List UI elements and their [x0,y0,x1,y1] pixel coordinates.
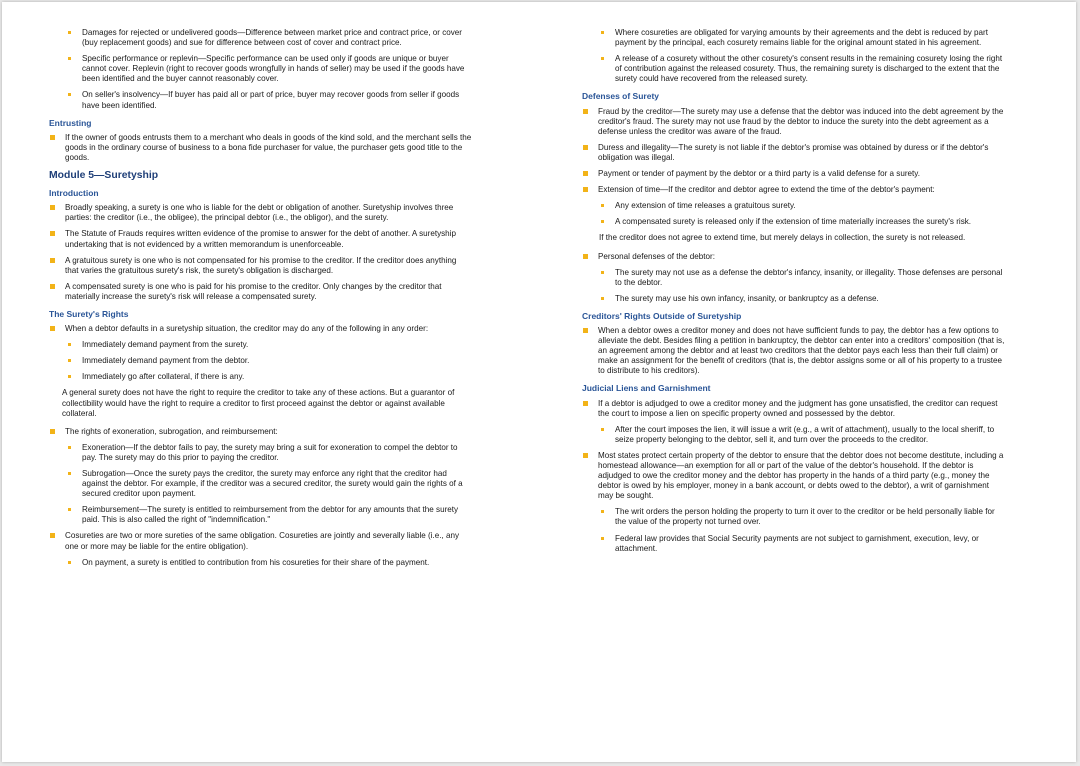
bullet-item: The Statute of Frauds requires written evidence of the promise to answer for the debt of another. A suretyship undertaking that is not evidenced by a written memorandum is unenforceable. [46,229,472,249]
bullet-item: If a debtor is adjudged to owe a creditor money and the judgment has gone unsatisfied, the creditor can request the court to impose a lien on specific property owned and possessed by the debtor. [579,399,1005,419]
sub-bullet-item: On payment, a surety is entitled to contribution from his cosureties for their share of the payment. [46,558,472,568]
paragraph: If the creditor does not agree to extend time, but merely delays in collection, the surety is not released. [599,233,966,243]
right-column [579,28,1005,560]
bullet-item: Cosureties are two or more sureties of the same obligation. Cosureties are jointly and severally liable (i.e., any one or more may be liable for the entire obligation). [46,531,472,551]
left-column [46,28,472,574]
bullet-item: Duress and illegality—The surety is not liable if the debtor's promise was obtained by duress or if the debtor's obligation was illegal. [579,143,1005,163]
paragraph: A general surety does not have the right to require the creditor to take any of these actions. But a guarantor of collectibility would have the right to require a creditor to first proceed against the debtor or against available collateral. [62,388,455,418]
bullet-item: A compensated surety is one who is paid for his promise to the creditor. Only changes by the creditor that materially increase the surety's risk will release a compensated surety. [46,282,472,302]
sub-bullet-item: A release of a cosurety without the other cosurety's consent results in the remaining cosurety losing the right of contribution against the released cosurety. Thus, the remaining surety is discharged to the extent that the surety could have recovered from the released surety. [579,54,1005,84]
bullet-item: The rights of exoneration, subrogation, and reimbursement: [46,427,472,437]
sub-bullet-item: The writ orders the person holding the property to turn it over to the creditor or be held personally liable for the value of the property not turned over. [579,507,1005,527]
sub-bullet-item: Reimbursement—The surety is entitled to reimbursement from the debtor for any amounts that the surety paid. This is also called the right of "indemnification." [46,505,472,525]
bullet-item: Payment or tender of payment by the debtor or a third party is a valid defense for a surety. [579,169,1005,179]
sub-bullet-item: A compensated surety is released only if the extension of time materially increases the surety's risk. [579,217,1005,227]
bullet-item: A gratuitous surety is one who is not compensated for his promise to the creditor. If the creditor does anything that varies the gratuitous surety's risk, the surety's obligation is discharged. [46,256,472,276]
section-heading: Entrusting [49,117,92,128]
sub-bullet-item: The surety may not use as a defense the debtor's infancy, insanity, or illegality. Those defenses are personal to the debtor. [579,268,1005,288]
sub-bullet-item: Immediately demand payment from the debtor. [46,356,472,366]
sub-bullet-item: Immediately go after collateral, if there is any. [46,372,472,382]
sub-bullet-item: Specific performance or replevin—Specific performance can be used only if goods are unique or buyer cannot cover. Replevin (right to recover goods wrongfully in hands of seller) may be used if the goods have been identified and the buyer cannot reasonably cover. [46,54,472,84]
module-heading: Module 5—Suretyship [49,170,159,182]
section-heading: Judicial Liens and Garnishment [582,383,711,394]
section-heading: Defenses of Surety [582,91,659,102]
bullet-item: Broadly speaking, a surety is one who is liable for the debt or obligation of another. Suretyship involves three parties: the creditor (i.e., the obligee), the principal debtor (i.e., the obligor), and the surety. [46,203,472,223]
bullet-item: Fraud by the creditor—The surety may use a defense that the debtor was induced into the debt agreement by the creditor's fraud. The surety may not use fraud by the debtor to induce the surety into the debt agreement as a defense unless the creditor was aware of the fraud. [579,107,1005,137]
section-heading: Introduction [49,188,99,199]
sub-bullet-item: After the court imposes the lien, it will issue a writ (e.g., a writ of attachment), usually to the local sheriff, to seize property belonging to the debtor, sell it, and turn over the proceeds to the creditor. [579,425,1005,445]
sub-bullet-item: Damages for rejected or undelivered goods—Difference between market price and contract price, or cover (buy replacement goods) and sue for difference between cost of cover and contract price. [46,28,472,48]
bullet-item: When a debtor owes a creditor money and does not have sufficient funds to pay, the debtor has a few options to alleviate the debt. Besides filing a petition in bankruptcy, the debtor can enter into a creditors' composition (that is, an agreement among the debtor and at least two creditors that the debtor pays each less than their full claim) or make an assignment for the benefit of creditors (that is, the debtor assigns some or all of his property to a trustee to distribute to his creditors). [579,326,1005,376]
bullet-item: Most states protect certain property of the debtor to ensure that the debtor does not become destitute, including a homestead allowance—an exemption for all or part of the value of the debtor's household. If the debtor is adjudged to owe the creditor money and the debtor has property in the hands of a third party (e.g., money the debtor is owed by his employer, money in a bank account, or debts owed to the debtor), a writ of garnishment may be sought. [579,451,1005,501]
section-heading: Creditors' Rights Outside of Suretyship [582,310,742,321]
sub-bullet-item: Exoneration—If the debtor fails to pay, the surety may bring a suit for exoneration to compel the debtor to pay. The surety may do this prior to paying the creditor. [46,443,472,463]
document-page [2,2,1076,762]
sub-bullet-item: Subrogation—Once the surety pays the creditor, the surety may enforce any right that the creditor had against the debtor. For example, if the creditor was a secured creditor, the surety would gain the rights of a secured creditor upon payment. [46,469,472,499]
section-heading: The Surety's Rights [49,308,129,319]
sub-bullet-item: The surety may use his own infancy, insanity, or bankruptcy as a defense. [579,294,1005,304]
bullet-item: Personal defenses of the debtor: [579,252,1005,262]
sub-bullet-item: Where cosureties are obligated for varying amounts by their agreements and the debt is reduced by part payment by the principal, each cosurety remains liable for the original amount stated in his agreement. [579,28,1005,48]
bullet-item: If the owner of goods entrusts them to a merchant who deals in goods of the kind sold, and the merchant sells the goods in the ordinary course of business to a bona fide purchaser for value, the purchaser gets good title to the goods. [46,133,472,163]
bullet-item: Extension of time—If the creditor and debtor agree to extend the time of the debtor's payment: [579,185,1005,195]
sub-bullet-item: Any extension of time releases a gratuitous surety. [579,201,1005,211]
sub-bullet-item: Immediately demand payment from the surety. [46,340,472,350]
sub-bullet-item: On seller's insolvency—If buyer has paid all or part of price, buyer may recover goods from seller if goods have been identified. [46,90,472,110]
bullet-item: When a debtor defaults in a suretyship situation, the creditor may do any of the following in any order: [46,324,472,334]
sub-bullet-item: Federal law provides that Social Security payments are not subject to garnishment, execution, levy, or attachment. [579,534,1005,554]
